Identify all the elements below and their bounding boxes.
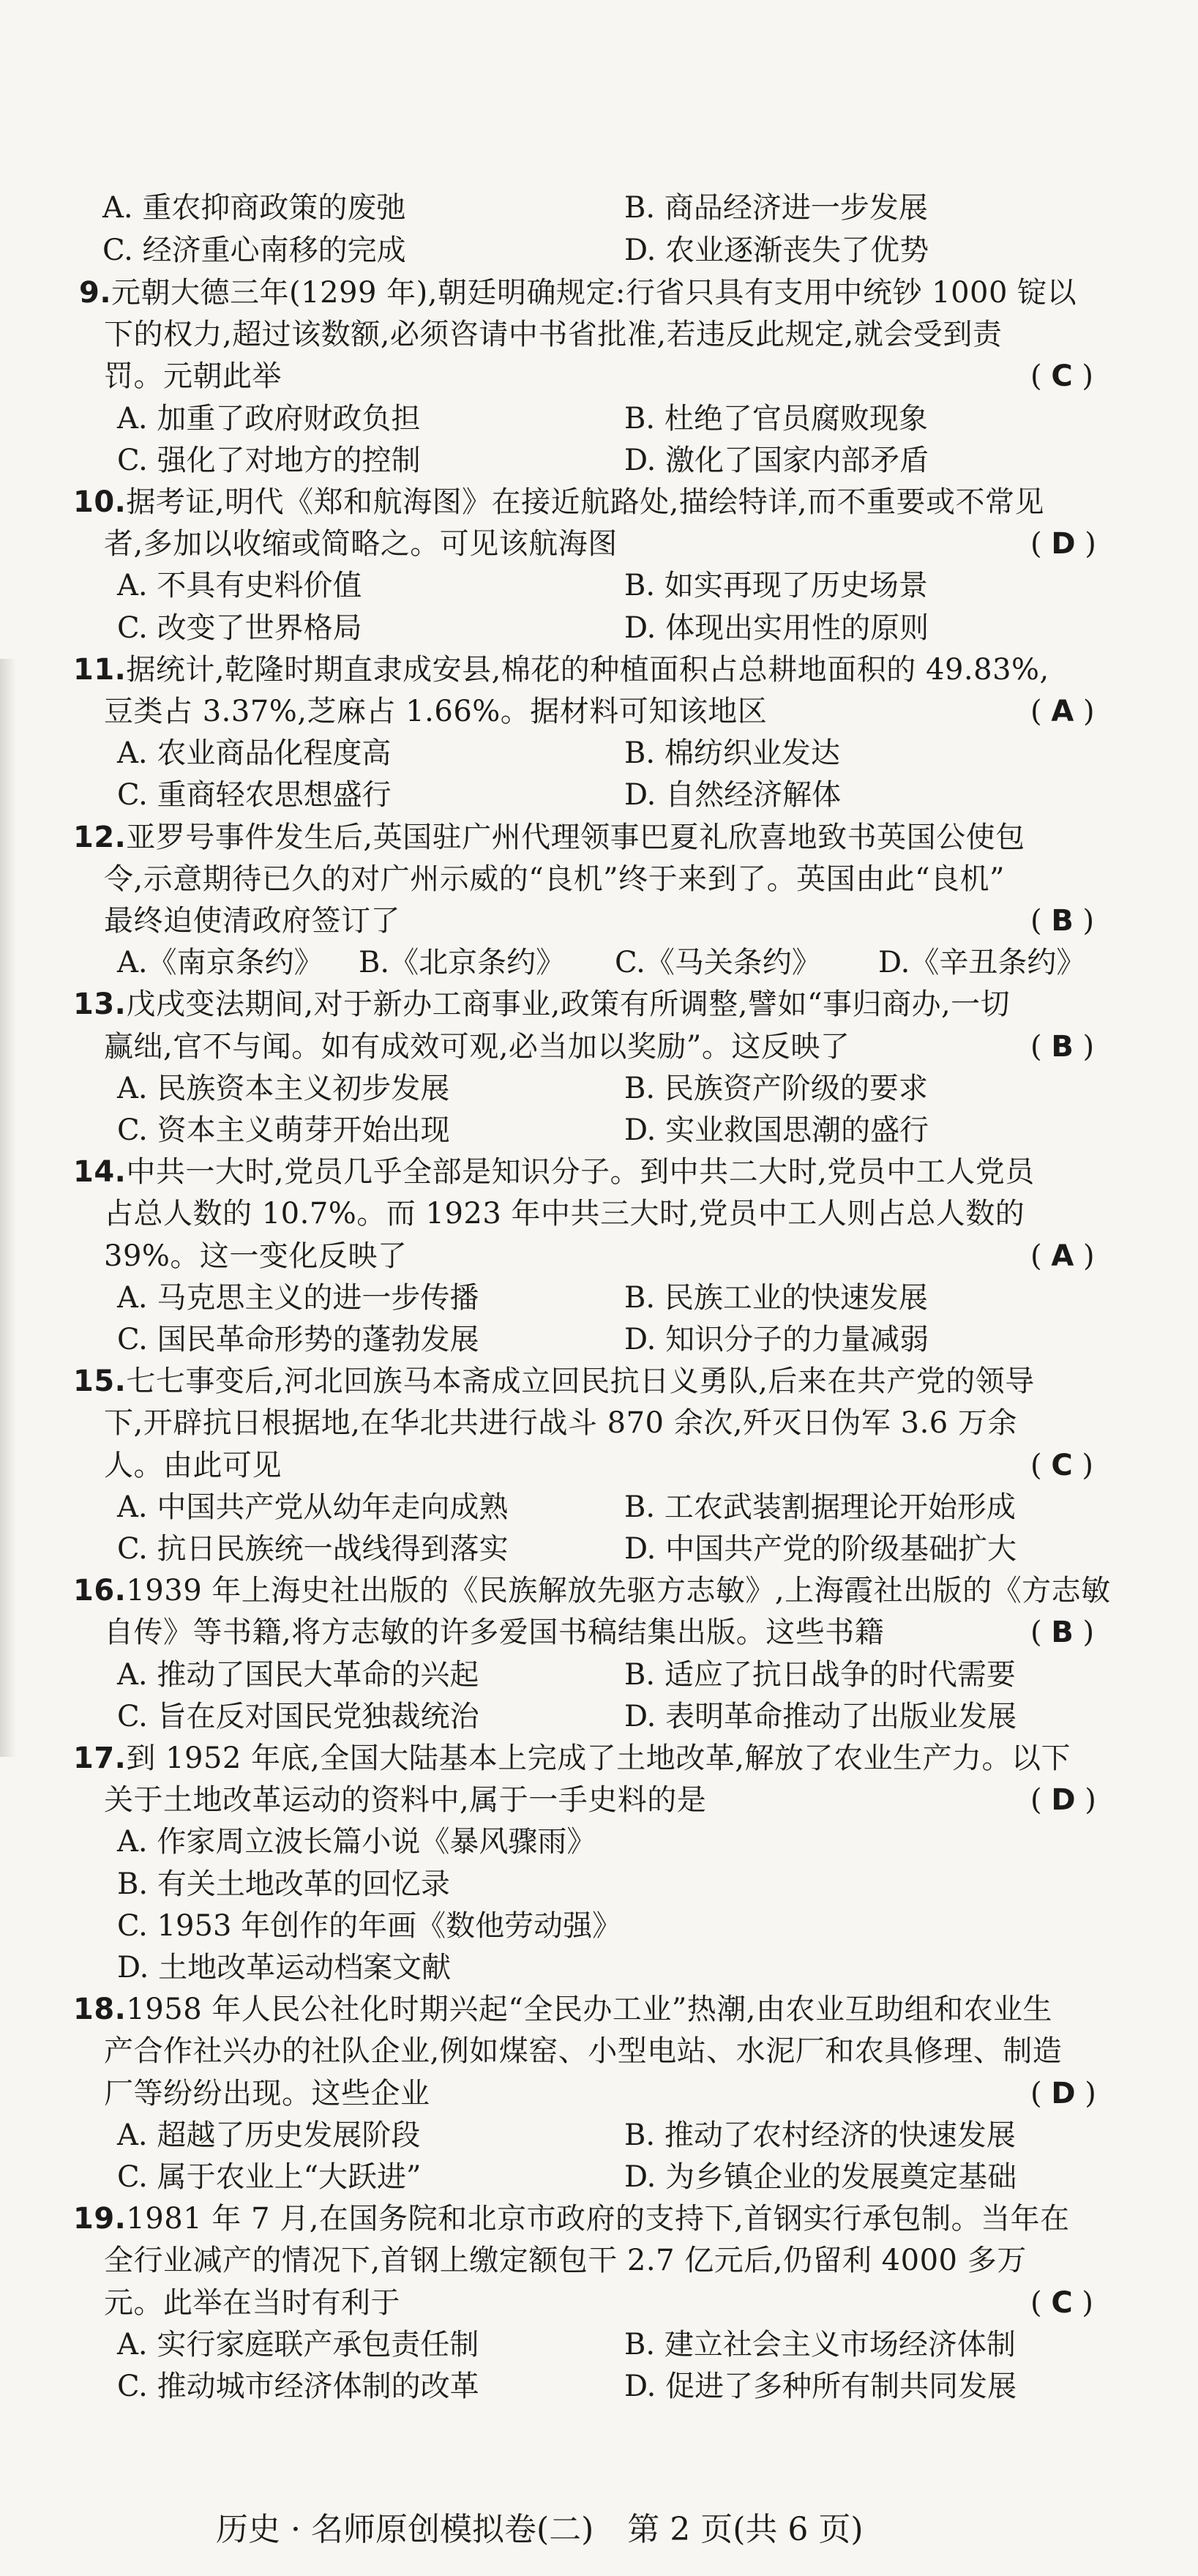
question-10-line-1	[73, 483, 1044, 521]
question-9-option-a: A. 加重了政府财政负担	[117, 401, 421, 436]
question-18-option-a: A. 超越了历史发展阶段	[117, 2118, 421, 2152]
question-16-option-c: C. 旨在反对国民党独裁统治	[117, 1699, 479, 1733]
answer-bracket: ( C )	[1030, 1448, 1094, 1482]
question-11-option-c: C. 重商轻农思想盛行	[117, 778, 392, 813]
answer-letter: C	[1051, 2285, 1073, 2320]
question-text: 占总人数的 10.7%。而 1923 年中共三大时,党员中工人则占总人数的	[104, 1197, 1025, 1231]
question-17-option-b: B. 有关土地改革的回忆录	[117, 1867, 450, 1901]
question-18-line-2	[104, 2032, 1062, 2070]
answer-bracket: ( A )	[1030, 1239, 1095, 1273]
answer-letter: C	[1051, 359, 1073, 394]
question-12-option-a: A.《南京条约》	[117, 946, 323, 980]
question-number: 12.	[73, 820, 127, 854]
question-13-line-1	[73, 985, 1010, 1023]
question-text: 关于土地改革运动的资料中,属于一手史料的是	[104, 1783, 707, 1818]
question-number: 15.	[73, 1364, 127, 1399]
question-text: 罚。元朝此举	[104, 359, 282, 394]
question-number: 13.	[73, 988, 127, 1022]
answer-bracket: ( C )	[1030, 2285, 1094, 2320]
question-13-option-d: D. 实业救国思潮的盛行	[624, 1113, 929, 1147]
question-text: 戊戌变法期间,对于新办工商事业,政策有所调整,譬如“事归商办,一切	[126, 988, 1011, 1022]
question-text: 亚罗号事件发生后,英国驻广州代理领事巴夏礼欣喜地致书英国公使包	[126, 820, 1025, 854]
question-9-option-b: B. 杜绝了官员腐败现象	[624, 401, 928, 436]
question-12-option-b: B.《北京条约》	[359, 946, 566, 980]
question-9-option-d: D. 激化了国家内部矛盾	[624, 443, 929, 477]
question-text: 据考证,明代《郑和航海图》在接近航路处,描绘特详,而不重要或不常见	[126, 485, 1045, 519]
question-text: 下,开辟抗日根据地,在华北共进行战斗 870 余次,歼灭日伪军 3.6 万余	[104, 1406, 1017, 1441]
question-text: 令,示意期待已久的对广州示威的“良机”终于来到了。英国由此“良机”	[104, 862, 1006, 896]
answer-bracket: ( B )	[1030, 1029, 1095, 1064]
question-18-option-d: D. 为乡镇企业的发展奠定基础	[624, 2160, 1017, 2194]
question-10-option-b: B. 如实再现了历史场景	[624, 569, 928, 603]
question-text: 1981 年 7 月,在国务院和北京市政府的支持下,首钢实行承包制。当年在	[126, 2202, 1070, 2236]
question-text: 产合作社兴办的社队企业,例如煤窑、小型电站、水泥厂和农具修理、制造	[104, 2034, 1063, 2069]
question-14-line-1	[73, 1153, 1035, 1191]
question-16-line-1	[73, 1572, 1111, 1610]
question-11-option-d: D. 自然经济解体	[624, 778, 842, 813]
question-number: 14.	[73, 1155, 127, 1190]
question-text: 1958 年人民公社化时期兴起“全民办工业”热潮,由农业互助组和农业生	[126, 1993, 1052, 2027]
question-14-line-3	[104, 1237, 407, 1275]
question-text: 元。此举在当时有利于	[104, 2285, 400, 2320]
question-14-option-c: C. 国民革命形势的蓬勃发展	[117, 1323, 479, 1356]
question-9-line-1	[79, 274, 1077, 312]
question-19-option-b: B. 建立社会主义市场经济体制	[624, 2327, 1016, 2362]
question-text: 自传》等书籍,将方志敏的许多爱国书稿结集出版。这些书籍	[104, 1616, 885, 1650]
question-12-line-1	[73, 818, 1025, 856]
question-15-line-2	[104, 1404, 1017, 1442]
answer-letter: A	[1051, 1239, 1074, 1273]
question-14-option-a: A. 马克思主义的进一步传播	[117, 1280, 479, 1315]
answer-letter: A	[1051, 695, 1074, 728]
answer-bracket: ( D )	[1030, 2076, 1096, 2110]
question-number: 11.	[73, 652, 127, 687]
question-19-option-a: A. 实行家庭联产承包责任制	[117, 2327, 479, 2362]
q8-option-b: B. 商品经济进一步发展	[624, 191, 928, 225]
question-number: 17.	[73, 1741, 127, 1775]
question-17-option-a: A. 作家周立波长篇小说《暴风骤雨》	[117, 1825, 596, 1859]
answer-bracket: ( B )	[1030, 904, 1095, 938]
question-text: 全行业减产的情况下,首钢上缴定额包干 2.7 亿元后,仍留利 4000 多万	[104, 2244, 1027, 2278]
binding-shadow	[0, 659, 16, 1757]
question-15-option-d: D. 中国共产党的阶级基础扩大	[624, 1532, 1017, 1566]
question-14-option-d: D. 知识分子的力量减弱	[624, 1323, 929, 1356]
question-number: 16.	[73, 1574, 127, 1608]
question-9-line-3	[104, 357, 282, 395]
q8-option-d: D. 农业逐渐丧失了优势	[624, 234, 929, 267]
question-16-option-b: B. 适应了抗日战争的时代需要	[624, 1657, 1016, 1692]
question-19-line-1	[73, 2200, 1070, 2238]
question-13-option-b: B. 民族资产阶级的要求	[624, 1071, 928, 1105]
question-11-option-a: A. 农业商品化程度高	[117, 736, 392, 771]
question-15-line-1	[73, 1362, 1035, 1400]
question-11-line-1	[73, 651, 1049, 689]
question-9-line-2	[104, 316, 1002, 354]
question-text: 到 1952 年底,全国大陆基本上完成了土地改革,解放了农业生产力。以下	[126, 1741, 1071, 1775]
question-text: 据统计,乾隆时期直隶成安县,棉花的种植面积占总耕地面积的 49.83%,	[126, 652, 1049, 687]
question-16-option-a: A. 推动了国民大革命的兴起	[117, 1657, 479, 1692]
question-19-line-2	[104, 2241, 1027, 2280]
answer-letter: D	[1051, 527, 1076, 561]
answer-bracket: ( D )	[1030, 527, 1096, 561]
question-text: 豆类占 3.37%,芝麻占 1.66%。据材料可知该地区	[104, 695, 768, 728]
answer-letter: C	[1051, 1448, 1073, 1482]
answer-letter: B	[1051, 1029, 1074, 1064]
question-text: 赢绌,官不与闻。如有成效可观,必当加以奖励”。这反映了	[104, 1029, 850, 1064]
question-number: 18.	[73, 1993, 127, 2027]
question-11-option-b: B. 棉纺织业发达	[624, 736, 840, 771]
question-number: 9.	[79, 276, 112, 310]
footer-page-number: 第 2 页(共 6 页)	[627, 2511, 864, 2548]
question-number: 19.	[73, 2202, 127, 2236]
answer-bracket: ( C )	[1030, 359, 1094, 394]
question-19-option-d: D. 促进了多种所有制共同发展	[624, 2370, 1017, 2403]
question-17-option-d: D. 土地改革运动档案文献	[117, 1951, 452, 1985]
question-15-option-b: B. 工农武装割据理论开始形成	[624, 1490, 1016, 1524]
question-18-option-b: B. 推动了农村经济的快速发展	[624, 2118, 1016, 2152]
question-12-option-c: C.《马关条约》	[615, 946, 821, 980]
question-18-option-c: C. 属于农业上“大跃进”	[117, 2160, 422, 2194]
question-15-option-a: A. 中国共产党从幼年走向成熟	[117, 1490, 509, 1524]
answer-bracket: ( B )	[1030, 1616, 1095, 1650]
question-12-option-d: D.《辛丑条约》	[878, 946, 1086, 980]
question-12-line-3	[104, 902, 400, 940]
question-14-line-2	[104, 1195, 1025, 1233]
question-17-line-1	[73, 1739, 1071, 1777]
q8-option-a: A. 重农抑商政策的废弛	[102, 191, 406, 225]
question-13-option-c: C. 资本主义萌芽开始出现	[117, 1113, 450, 1147]
question-text: 元朝大德三年(1299 年),朝廷明确规定:行省只具有支用中统钞 1000 锭以	[111, 276, 1077, 310]
question-18-line-3	[104, 2075, 430, 2113]
question-19-line-3	[104, 2284, 400, 2322]
question-10-option-a: A. 不具有史料价值	[117, 569, 362, 603]
question-text: 厂等纷纷出现。这些企业	[104, 2076, 430, 2110]
answer-letter: D	[1051, 2076, 1076, 2110]
page-footer	[216, 2509, 887, 2550]
question-18-line-1	[73, 1990, 1052, 2028]
question-15-option-c: C. 抗日民族统一战线得到落实	[117, 1532, 509, 1566]
answer-letter: B	[1051, 904, 1074, 938]
question-9-option-c: C. 强化了对地方的控制	[117, 443, 421, 477]
q8-option-c: C. 经济重心南移的完成	[102, 234, 406, 267]
question-17-line-2	[104, 1781, 706, 1819]
question-16-line-2	[104, 1613, 884, 1651]
question-text: 下的权力,超过该数额,必须咨请中书省批准,若违反此规定,就会受到责	[104, 318, 1003, 352]
question-number: 10.	[73, 485, 127, 519]
question-17-option-c: C. 1953 年创作的年画《数他劳动强》	[117, 1908, 622, 1943]
question-13-option-a: A. 民族资本主义初步发展	[117, 1071, 450, 1105]
question-15-line-3	[104, 1446, 282, 1485]
question-text: 者,多加以收缩或简略之。可见该航海图	[104, 527, 618, 561]
answer-bracket: ( A )	[1030, 695, 1095, 728]
question-10-option-d: D. 体现出实用性的原则	[624, 611, 929, 645]
question-12-line-2	[104, 860, 1005, 898]
question-16-option-d: D. 表明革命推动了出版业发展	[624, 1699, 1017, 1733]
question-14-option-b: B. 民族工业的快速发展	[624, 1280, 928, 1315]
question-10-option-c: C. 改变了世界格局	[117, 611, 362, 645]
answer-letter: D	[1051, 1783, 1076, 1818]
question-text: 人。由此可见	[104, 1448, 282, 1482]
question-11-line-2	[104, 692, 767, 731]
question-text: 最终迫使清政府签订了	[104, 904, 400, 938]
footer-title: 历史 · 名师原创模拟卷(二)	[216, 2511, 594, 2548]
question-10-line-2	[104, 525, 618, 563]
question-text: 39%。这一变化反映了	[104, 1239, 408, 1273]
answer-bracket: ( D )	[1030, 1783, 1096, 1818]
question-13-line-2	[104, 1028, 850, 1066]
question-text: 1939 年上海史社出版的《民族解放先驱方志敏》,上海霞社出版的《方志敏	[126, 1574, 1111, 1608]
answer-letter: B	[1051, 1616, 1074, 1650]
question-text: 中共一大时,党员几乎全部是知识分子。到中共二大时,党员中工人党员	[126, 1155, 1035, 1190]
question-19-option-c: C. 推动城市经济体制的改革	[117, 2370, 479, 2403]
question-text: 七七事变后,河北回族马本斋成立回民抗日义勇队,后来在共产党的领导	[126, 1364, 1035, 1399]
